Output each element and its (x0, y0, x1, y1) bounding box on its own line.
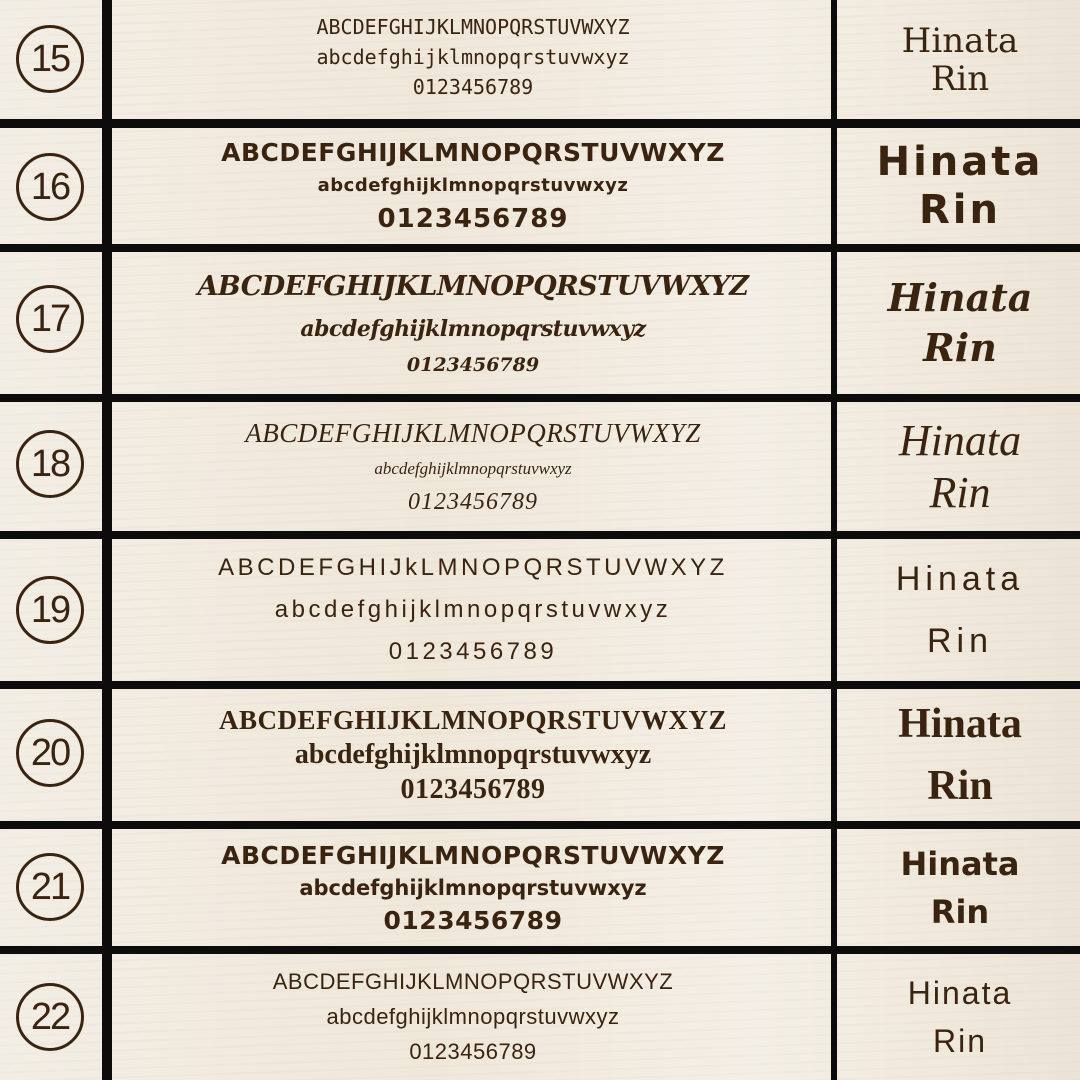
uppercase-sample: ABCDEFGHIJkLMNOPQRSTUVWXYZ (218, 554, 728, 581)
digits-sample: 0123456789 (409, 1039, 537, 1064)
name-first: Hinata (898, 415, 1022, 465)
name-last: Rin (929, 467, 991, 517)
font-row-20[interactable] (0, 689, 1080, 821)
row-divider (0, 681, 1080, 689)
font-sample (112, 128, 834, 244)
row-number-badge: 15 (16, 25, 84, 93)
lowercase-sample: abcdefghijklmnopqrstuvwxyz (316, 44, 630, 69)
font-row-18[interactable] (0, 402, 1080, 531)
name-first: Hinata (907, 975, 1013, 1011)
digits-sample: 0123456789 (408, 488, 538, 515)
uppercase-sample: ABCDEFGHIJKLMNOPQRSTUVWXYZ (245, 417, 701, 448)
digits-sample: 0123456789 (383, 905, 563, 935)
uppercase-sample: ABCDEFGHIJKLMNOPQRSTUVWXYZ (316, 14, 630, 39)
name-first: Hinata (887, 275, 1033, 320)
name-sample (840, 252, 1080, 394)
font-row-21[interactable] (0, 829, 1080, 946)
name-first: Hinata (895, 560, 1025, 598)
font-row-19[interactable] (0, 539, 1080, 681)
name-last: Rin (919, 187, 1001, 233)
name-sample (840, 689, 1080, 821)
name-sample (840, 128, 1080, 244)
lowercase-sample: abcdefghijklmnopqrstuvwxyz (317, 175, 629, 196)
row-divider (0, 821, 1080, 829)
row-number-badge: 19 (16, 576, 84, 644)
lowercase-sample: abcdefghijklmnopqrstuvwxyz (274, 596, 672, 623)
row-number-badge: 21 (16, 853, 84, 921)
uppercase-sample: ABCDEFGHIJKLMNOPQRSTUVWXYZ (221, 138, 725, 167)
row-number-badge: 22 (16, 983, 84, 1051)
font-row-16[interactable] (0, 128, 1080, 244)
digits-sample: 0123456789 (406, 353, 540, 376)
name-last: Rin (930, 58, 990, 99)
name-first: Hinata (876, 139, 1044, 185)
lowercase-sample: abcdefghijklmnopqrstuvwxyz (374, 458, 572, 478)
row-divider (0, 531, 1080, 539)
name-first: Hinata (898, 701, 1022, 747)
row-number-badge: 20 (16, 719, 84, 787)
font-sample (112, 689, 834, 821)
name-sample (840, 0, 1080, 119)
lowercase-sample: abcdefghijklmnopqrstuvwxyz (299, 875, 647, 900)
name-last: Rin (932, 1023, 987, 1059)
name-last: Rin (930, 892, 990, 931)
digits-sample: 0123456789 (388, 638, 558, 665)
row-number-badge: 16 (16, 153, 84, 221)
digits-sample: 0123456789 (412, 74, 534, 99)
uppercase-sample: ABCDEFGHIJKLMNOPQRSTUVWXYZ (218, 704, 728, 735)
font-sample (112, 0, 834, 119)
digits-sample: 0123456789 (377, 204, 569, 234)
font-row-17[interactable] (0, 252, 1080, 394)
row-divider (0, 394, 1080, 402)
name-sample (840, 829, 1080, 946)
lowercase-sample: abcdefghijklmnopqrstuvwxyz (326, 1004, 620, 1029)
uppercase-sample: ABCDEFGHIJKLMNOPQRSTUVWXYZ (221, 840, 725, 870)
font-row-22[interactable] (0, 954, 1080, 1080)
name-sample (840, 402, 1080, 531)
uppercase-sample: ABCDEFGHIJKLMNOPQRSTUVWXYZ (197, 270, 749, 302)
font-sample (112, 954, 834, 1080)
row-divider (0, 946, 1080, 954)
name-last: Rin (927, 763, 993, 809)
font-row-15[interactable] (0, 0, 1080, 119)
name-last: Rin (926, 622, 994, 660)
lowercase-sample: abcdefghijklmnopqrstuvwxyz (300, 315, 646, 342)
name-sample (840, 954, 1080, 1080)
font-sample (112, 252, 834, 394)
name-first: Hinata (901, 20, 1019, 61)
row-number-badge: 17 (16, 285, 84, 353)
name-last: Rin (923, 325, 997, 370)
font-sample (112, 829, 834, 946)
name-sample (840, 539, 1080, 681)
lowercase-sample: abcdefghijklmnopqrstuvwxyz (294, 738, 652, 770)
font-sample (112, 402, 834, 531)
digits-sample: 0123456789 (400, 773, 546, 805)
row-divider (0, 244, 1080, 252)
font-sample (112, 539, 834, 681)
name-first: Hinata (900, 844, 1020, 883)
uppercase-sample: ABCDEFGHIJKLMNOPQRSTUVWXYZ (272, 969, 674, 994)
row-number-badge: 18 (16, 430, 84, 498)
row-divider (0, 119, 1080, 128)
